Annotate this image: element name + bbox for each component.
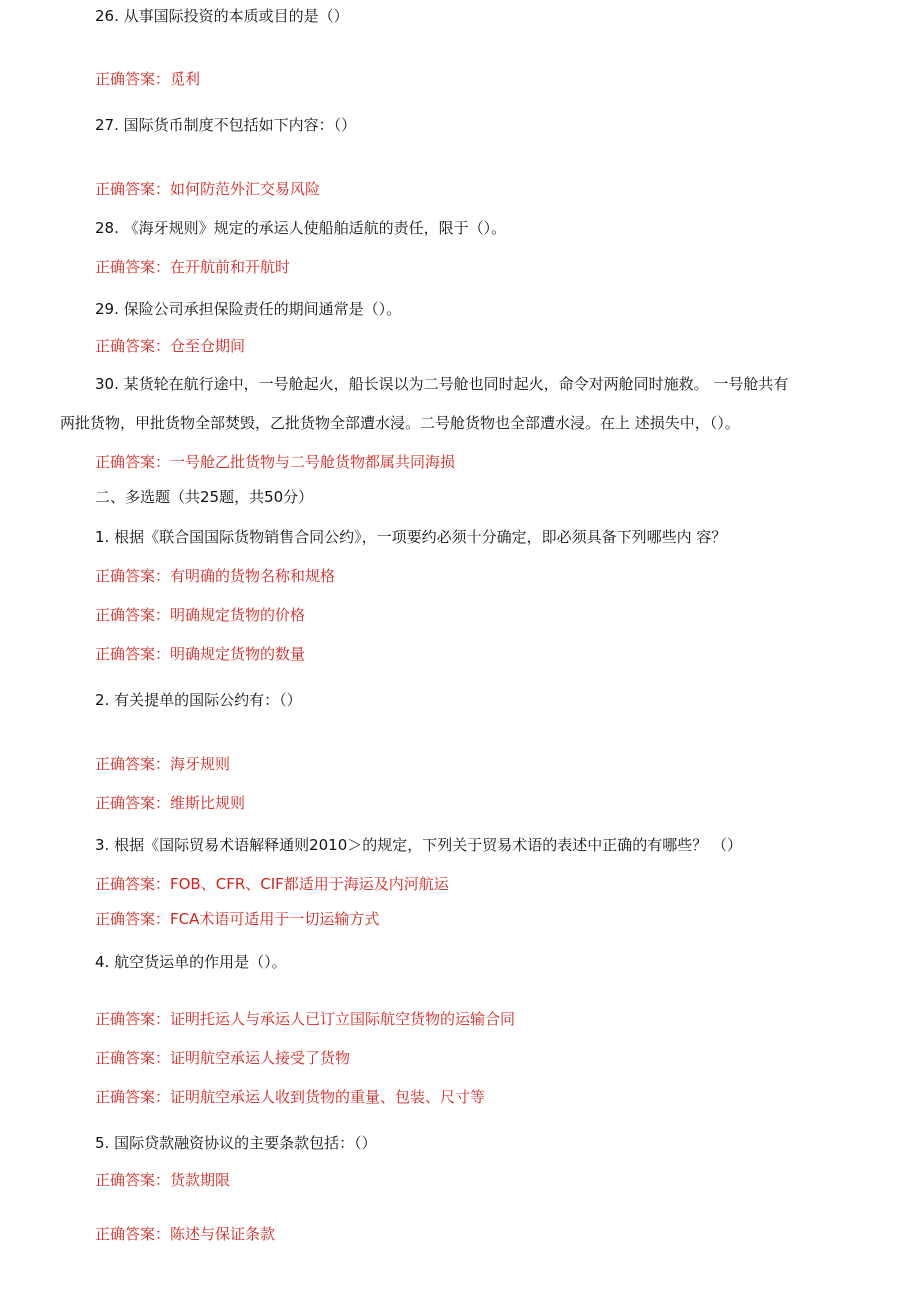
- answer-m1-c: 正确答案：明确规定货物的数量: [95, 645, 306, 663]
- answer-m5-b: 正确答案：陈述与保证条款: [95, 1225, 276, 1243]
- answer-m2-a: 正确答案：海牙规则: [95, 755, 231, 773]
- answer-27: 正确答案：如何防范外汇交易风险: [95, 180, 321, 198]
- question-m1: 1. 根据《联合国国际货物销售合同公约》，一项要约必须十分确定，即必须具备下列哪些内 容？: [95, 528, 727, 546]
- answer-26: 正确答案：觅利: [95, 70, 201, 88]
- question-m5: 5. 国际贷款融资协议的主要条款包括：（）: [95, 1134, 377, 1152]
- answer-m4-c: 正确答案：证明航空承运人收到货物的重量、包装、尺寸等: [95, 1088, 486, 1106]
- answer-m5-a: 正确答案：货款期限: [95, 1171, 231, 1189]
- question-29: 29. 保险公司承担保险责任的期间通常是（）。: [95, 300, 402, 318]
- answer-m3-a: 正确答案：FOB、CFR、CIF都适用于海运及内河航运: [95, 875, 449, 893]
- question-30-line-2: 两批货物，甲批货物全部焚毁，乙批货物全部遭水浸。二号舱货物也全部遭水浸。在上 述损失中，（）。: [60, 414, 740, 432]
- answer-m1-b: 正确答案：明确规定货物的价格: [95, 606, 306, 624]
- question-m2: 2. 有关提单的国际公约有：（）: [95, 691, 302, 709]
- answer-m3-b: 正确答案：FCA术语可适用于一切运输方式: [95, 910, 380, 928]
- question-28: 28. 《海牙规则》规定的承运人使船舶适航的责任，限于（）。: [95, 219, 507, 237]
- question-27: 27. 国际货币制度不包括如下内容：（）: [95, 116, 357, 134]
- question-m3: 3. 根据《国际贸易术语解释通则2010＞的规定，下列关于贸易术语的表述中正确的有哪些？ （）: [95, 836, 743, 854]
- answer-m4-a: 正确答案：证明托运人与承运人已订立国际航空货物的运输合同: [95, 1010, 516, 1028]
- answer-28: 正确答案：在开航前和开航时: [95, 258, 291, 276]
- question-26: 26. 从事国际投资的本质或目的是（）: [95, 7, 349, 25]
- answer-m2-b: 正确答案：维斯比规则: [95, 794, 246, 812]
- answer-m4-b: 正确答案：证明航空承运人接受了货物: [95, 1049, 351, 1067]
- answer-29: 正确答案：仓至仓期间: [95, 337, 246, 355]
- answer-m1-a: 正确答案：有明确的货物名称和规格: [95, 567, 336, 585]
- question-m4: 4. 航空货运单的作用是（）。: [95, 953, 287, 971]
- answer-30: 正确答案：一号舱乙批货物与二号舱货物都属共同海损: [95, 453, 456, 471]
- question-30-line-1: 30. 某货轮在航行途中，一号舱起火，船长误以为二号舱也同时起火，命令对两舱同时施救。 一号舱共有: [95, 375, 789, 393]
- section-heading-multi: 二、多选题（共25题，共50分）: [95, 488, 314, 506]
